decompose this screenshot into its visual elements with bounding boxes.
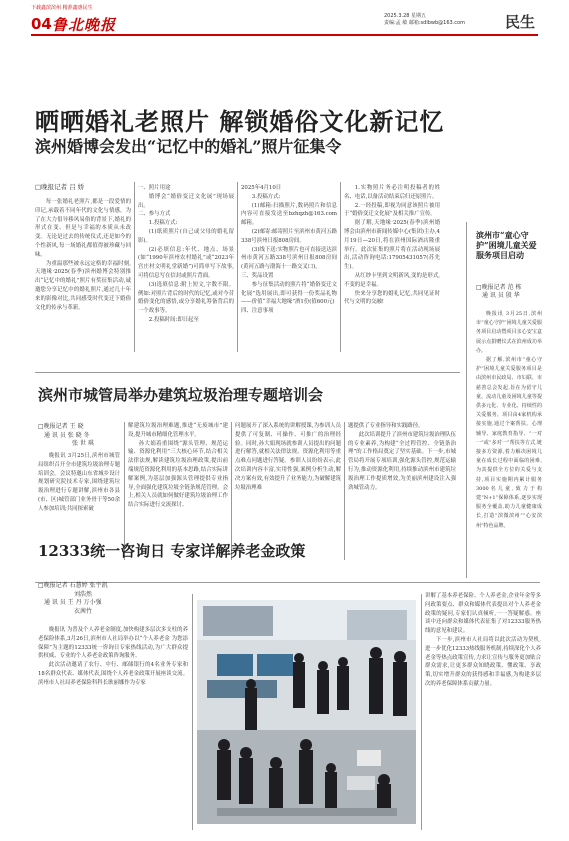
paragraph: 晚报讯 为普及个人养老金制度,加快构建多层次多支柱的养老保险体系,3月26日,滨州市人社局举办以“个人养老金 为您添保障”为主题的12333统一咨询日专家热线活动,为广大群众提供权威、专业的个人养老金政策咨询服务。 [38, 627, 188, 660]
sidebar-byline [476, 284, 521, 300]
story3-col-right [425, 592, 541, 689]
paragraph: 二、参与方式 [138, 211, 171, 218]
byline-line: 刘浩然 [74, 590, 93, 598]
header-divider [31, 34, 538, 36]
byline-line: □晚报记者 王 晓 [38, 423, 84, 430]
paragraph: (3)选填信息:附上短文,字数不限。例如:对照片背后的时代的记忆,或对今昔婚俗变化的感悟,或分享婚礼筹备背后的一个故事等。 [138, 281, 234, 315]
story2-col1 [38, 452, 120, 514]
paragraph: 3.投稿方式: [251, 193, 281, 200]
byline-line: 衣茜竹 [74, 607, 93, 615]
paragraph: 题提供了专业指导和实践路径。 [348, 423, 424, 429]
story2-headline: 滨州市城管局举办建筑垃圾治理专题培训会 [38, 386, 324, 404]
header-meta [384, 13, 504, 27]
paragraph: 一、照片用途 [138, 185, 171, 191]
paragraph: 晚报讯 3月25日,滨州市“童心守护”困境儿童关爱服务项目启动暨项目亲心安宝盒展示点捐赠仪式在滨州成功举办。 [476, 311, 542, 354]
paragraph: 1.实物照片务必注明投稿者的姓名、电话,以备活动结束后归还原照片。 [344, 185, 440, 200]
column-divider [237, 182, 238, 352]
story3-col1 [38, 626, 188, 688]
event-photo [197, 600, 416, 824]
paragraph: 问题展开了深入系统的讲解授课,为参训人员提供了可复制、可操作、可推广的治理经验。同时,孙大娟现场就参训人员提出的问题进行解答,就相关法律法规、资源化利用等重点难点问题进行答疑。参训人员纷纷表示,此次培训内容丰富,实用性强,案例分析生动,解决方案有效,有效提升了业务能力,为破解建筑垃圾治理难 [235, 423, 341, 491]
column-divider [421, 594, 422, 830]
story3-headline: 12333统一咨询日 专家详解养老金政策 [38, 542, 306, 560]
byline-line: 通 讯 员 殷 华 [482, 292, 520, 299]
paragraph: (2)邮寄:邮寄照片至滨州市黄河五路338号滨州日报808房间。 [241, 228, 337, 244]
column-divider [340, 182, 341, 352]
paragraph: 孙大娟着重围绕“源头管理、规范运输、资源化利用”三大核心环节,结合相关法律法规,解读建筑垃圾治理政策,提出前端规范资源化利用的基本思路,结合实际讲解案例,为基层加强源头管理提供专业指导,全面强化建筑垃圾全链条规范管理。会上,相关人员就如何做好建筑垃圾治理工作结合实际进行交流探讨。 [128, 440, 228, 509]
byline-line: □晚报记者 石慧婷 张宇凯 [38, 582, 108, 589]
story3-byline [38, 582, 146, 616]
paragraph: 此次培训提升了滨州市建筑垃圾治理队伍的专业素养,为构建“全过程管控、全链条治理”的工作格局奠定了坚实基础。下一步,市城管局将开展专项培训,强化源头管控,规范运输行为,推动资源化利用,持续推动滨州市建筑垃圾治理工作提质增效,为美丽滨州建设注入强劲城管动力。 [348, 431, 456, 491]
byline-line: 通 讯 员 张 晓 冬 [44, 431, 90, 439]
paragraph: (1)纸质照片(自己或父母的婚礼留影)。 [138, 228, 234, 244]
story1-col2 [138, 184, 234, 325]
paragraph: (3)线下送:实物照片也可直接送达滨州市黄河五路338号滨州日报808房间(黄河五路与渤海十一路交叉口)。 [241, 246, 337, 271]
paragraph: 为重温那些被永远定格的幸福时刻,天地缘·2025(春季)滨州婚博会特别推出“记忆中的婚礼”照片有奖征集活动,诚邀您分享记忆中的婚礼照片,通过几十年来的影像对比,共同感受时代变迁下婚俗文化的传承与革新。 [35, 260, 131, 311]
paragraph: 快来分享您的婚礼记忆,共同见证时代与文明的交融! [344, 290, 440, 306]
story2-col3 [235, 422, 341, 492]
story1-byline: □晚报记者 吕 娇 [35, 183, 85, 191]
story2-col4 [348, 422, 456, 492]
story1-col1 [35, 198, 131, 312]
story1-headline: 晒晒婚礼老照片 解锁婚俗文化新记忆 [35, 107, 445, 136]
paper-name: 鲁北晚报 [52, 16, 117, 34]
paragraph: 据了解,滨州市“童心守护”困境儿童关爱服务项目是由滨州市民政局、市妇联、市慈善总会发起,旨在为留守儿童、流动儿童及困境儿童等提供多元化、专业化、持续性的关爱服务。项目由4家机构承接实施,通过个案帮扶、心理辅导、家庭教育指导、“一对一”或“多对一”帮扶等方式,链接多方资源,着力解决困境儿童在成长过程中面临的困难,为其提供全方位的关爱与支持,项目实施期内累计服务3000名儿童,致力于构建“N+1”保障体系,逐步实现服务全覆盖,助力儿童健康成长,打造“滨微滨州”“心安滨州”特色品牌。 [476, 357, 542, 529]
byline-line: □晚报记者 范 栋 [476, 284, 522, 291]
paragraph: (1)邮箱:扫描照片,数码照片和信息内容可直接发送至bzhqzh@163.com邮箱。 [241, 202, 337, 227]
sidebar-divider [466, 222, 467, 578]
event-photo-illustration [197, 600, 416, 824]
paragraph: 下一步,滨州市人社局将以此次活动为契机,进一步优化12333热线服务机制,持续深化个人养老金等热点政策宣传,力求让宣传与服务更加贴合群众需求,让更多群众知晓政策、懂政策、享政策,切实增升群众的获得感和幸福感,为构建多层次的养老保障体系贡献力量。 [425, 636, 541, 687]
paragraph: 2025年4月10日 [241, 185, 282, 191]
paragraph: 每一张婚礼老照片,都是一段爱情的印记,承载着不同年代的文化与情感。为了在大力倡导移风易俗的背景下,婚礼的形式在变、但是与幸福的本质从未改变。无论是过去的传统仪式,还是如今的个性新风,每一场婚礼都值得被珍藏与回味。 [35, 199, 131, 258]
editor-line: 责编:孟 敏 邮箱:sdlbwb@163.com [384, 20, 465, 26]
paragraph: 此次活动邀请了农行、中行、邮储银行的4名业务专家和18名群众代表、媒体代表,围绕个人养老金政策开展座谈交流。滨州市人社局养老保险科科长耿丽娜作为专家 [38, 662, 188, 686]
sidebar-body [476, 310, 542, 531]
story2-col2 [128, 422, 228, 510]
paragraph: 解建筑垃圾治理难题,推进“无废城市”建设,提升城市精细化管理水平。 [128, 423, 228, 438]
page-header [0, 0, 569, 60]
story1-col4 [344, 184, 440, 307]
paragraph: 四、注意事项 [241, 308, 274, 315]
column-divider [134, 182, 135, 352]
paragraph: 1.投稿方式: [148, 220, 178, 227]
paragraph: 2.一经投稿,即视为同意该照片被用于“婚俗变迁文化展”及相关推广宣传。 [344, 202, 440, 218]
byline-line: 张 世 琪 [72, 440, 94, 447]
story1-subhead: 滨州婚博会发出“记忆中的婚礼”照片征集令 [35, 137, 342, 156]
paragraph: 三、奖品设置 [241, 272, 274, 279]
section-divider [35, 372, 460, 373]
column-divider [192, 594, 193, 830]
paragraph: 婚博会“婚俗变迁文化展”现场展出。 [138, 193, 234, 209]
paragraph: (2)必填信息:年代、地点、场景(如“1990年滨州农村婚礼”或“2023年宫庄村文明礼堂新婚”)可简单写下故事,可将信息写在信封或照片背面。 [138, 246, 234, 279]
paragraph: 晚报讯 3月25日,滨州市城管局组织召开全市建筑垃圾治理专题培训会。会议特邀山东省城乡设计规划研究院技术专家,围绕建筑垃圾治理进行专题讲解,滨州市各县(市、区)城管部门业务骨干等50余人参加培训;共同探索破 [38, 453, 120, 512]
story1-col3 [241, 184, 337, 316]
date-line: 2025.3.28 星期五 [384, 13, 427, 19]
paragraph: 2.投稿时间:即日起至 [148, 316, 199, 323]
story2-byline [38, 423, 94, 449]
paragraph: 据了解,天地缘·2025(春季)滨州婚博会由滨州市新闻传媒中心(集团)主办,4月19日—20日,将在滨州国际酒店隆重举行。此次征集的照片将在活动现场展出,活动咨询电话:17905431057(苏先生)。 [344, 220, 440, 271]
paragraph: 参与征集活动的照片将“婚俗变迁文化展”选用展出,即可获得一份奖品礼物——价值“幸福大地缘”酒1份(值600元) [241, 281, 337, 306]
section-name: 民生 [505, 13, 536, 31]
byline-line: 通 讯 员 王 丹 万小强 [44, 599, 102, 606]
paragraph: 讲解了基本养老保险、个人养老金,企业年金等多问政策要点、群众和媒体代表提出对个人养老金政策的疑问,专家们认真倾听,一一答疑解惑。座谈中还向群众和媒体代表征集了对12333服务热线的意见和建议。 [425, 593, 541, 635]
sidebar-title: 滨州市“童心守护”困境儿童关爱服务项目启动 [476, 230, 537, 260]
page-number: 04 [31, 15, 52, 33]
paragraph: 从红纱卡里到文明新风,变的是形式,不变的是幸福。 [344, 272, 440, 288]
header-slogan: 下载鑫滨滨州 精准鑫惠民生 [31, 5, 93, 11]
